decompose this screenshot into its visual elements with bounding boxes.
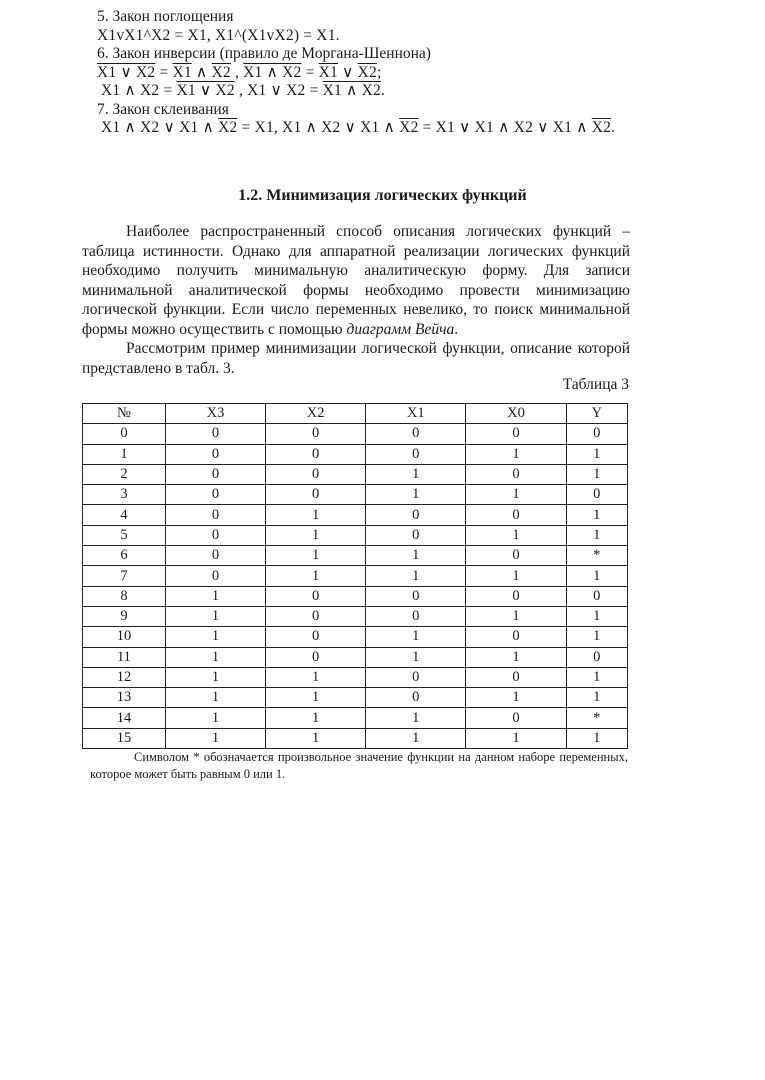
cell-y: 1 bbox=[566, 566, 627, 586]
cell-number: 7 bbox=[83, 566, 166, 586]
formula-segment: ; bbox=[376, 63, 382, 81]
header-x1: X1 bbox=[366, 404, 466, 424]
cell-y: 1 bbox=[566, 627, 627, 647]
cell-x0: 0 bbox=[466, 424, 566, 444]
cell-x3: 1 bbox=[165, 688, 265, 708]
formula-segment: , bbox=[234, 82, 248, 99]
cell-x0: 1 bbox=[466, 525, 566, 545]
footnote bbox=[90, 749, 628, 783]
absorption-law-formula: X1vX1^X2 = X1, X1^(X1vX2) = X1. bbox=[97, 26, 340, 44]
cell-x0: 0 bbox=[466, 667, 566, 687]
cell-x3: 1 bbox=[165, 647, 265, 667]
overlined-term: X1 bbox=[318, 63, 338, 81]
cell-x3: 0 bbox=[165, 424, 265, 444]
cell-x3: 1 bbox=[165, 667, 265, 687]
cell-y: 1 bbox=[566, 688, 627, 708]
section-title: 1.2. Минимизация логических функций bbox=[238, 187, 527, 204]
cell-y: * bbox=[566, 546, 627, 566]
header-number: № bbox=[83, 404, 166, 424]
table-row bbox=[83, 647, 628, 667]
cell-x1: 0 bbox=[366, 586, 466, 606]
header-x3: X3 bbox=[165, 404, 265, 424]
table-row bbox=[83, 424, 628, 444]
formula-segment: = X1 ∨ X1 ∧ X2 ∨ X1 ∧ bbox=[418, 119, 592, 136]
cell-number: 6 bbox=[83, 546, 166, 566]
table-row bbox=[83, 444, 628, 464]
cell-x2: 0 bbox=[266, 606, 366, 626]
cell-x0: 1 bbox=[466, 647, 566, 667]
cell-x0: 1 bbox=[466, 566, 566, 586]
cell-x3: 0 bbox=[165, 546, 265, 566]
table-row bbox=[83, 728, 628, 748]
formula-segment: = X1, X1 ∧ X2 ∨ X1 ∧ bbox=[237, 119, 400, 136]
paragraph-2 bbox=[82, 339, 630, 378]
cell-x1: 0 bbox=[366, 525, 466, 545]
inversion-law-formula-2 bbox=[97, 82, 717, 101]
paragraph-1-text: Наиболее распространенный способ описания логических функций – таблица истинности. Однако для аппаратной реализации логических функций необходимо получить минимальную аналитическую форму. Для записи минимальной аналитической формы необходимо провести минимизацию логической функции. Если число переменных невелико, то поиск минимальной формы можно осуществить с помощью bbox=[82, 223, 630, 338]
cell-x1: 0 bbox=[366, 505, 466, 525]
overlined-term: X2 bbox=[357, 63, 377, 81]
cell-x0: 0 bbox=[466, 627, 566, 647]
cell-x1: 1 bbox=[366, 728, 466, 748]
truth-table-body bbox=[83, 424, 628, 749]
cell-x2: 0 bbox=[266, 444, 366, 464]
cell-x3: 1 bbox=[165, 606, 265, 626]
cell-number: 10 bbox=[83, 627, 166, 647]
paragraph-1 bbox=[82, 222, 630, 340]
overlined-term: X2 bbox=[399, 119, 419, 136]
cell-x0: 0 bbox=[466, 505, 566, 525]
absorption-law-title: 5. Закон поглощения bbox=[97, 8, 234, 25]
cell-number: 12 bbox=[83, 667, 166, 687]
table-row bbox=[83, 566, 628, 586]
formula-segment: = bbox=[301, 63, 319, 81]
cell-x0: 0 bbox=[466, 546, 566, 566]
cell-y: 0 bbox=[566, 485, 627, 505]
cell-x1: 1 bbox=[366, 647, 466, 667]
cell-x0: 1 bbox=[466, 728, 566, 748]
cell-y: 1 bbox=[566, 464, 627, 484]
cell-x1: 0 bbox=[366, 667, 466, 687]
formula-segment: . bbox=[611, 119, 616, 136]
cell-number: 13 bbox=[83, 688, 166, 708]
cell-x1: 0 bbox=[366, 424, 466, 444]
cell-x1: 1 bbox=[366, 566, 466, 586]
table-header-row bbox=[83, 404, 628, 424]
table-row bbox=[83, 667, 628, 687]
table-row bbox=[83, 606, 628, 626]
table-row bbox=[83, 485, 628, 505]
cell-x2: 1 bbox=[266, 525, 366, 545]
cell-y: 1 bbox=[566, 505, 627, 525]
cell-x2: 1 bbox=[266, 546, 366, 566]
cell-x1: 1 bbox=[366, 546, 466, 566]
overlined-term: X1 bbox=[172, 63, 192, 81]
overlined-term: X1 ∨ X2 bbox=[97, 63, 156, 81]
cell-x2: 0 bbox=[266, 647, 366, 667]
cell-x3: 0 bbox=[165, 444, 265, 464]
cell-y: * bbox=[566, 708, 627, 728]
cell-number: 8 bbox=[83, 586, 166, 606]
cell-number: 5 bbox=[83, 525, 166, 545]
boolean-laws bbox=[97, 8, 717, 138]
formula-segment: ∧ bbox=[191, 63, 212, 81]
cell-x2: 1 bbox=[266, 708, 366, 728]
cell-x1: 0 bbox=[366, 688, 466, 708]
cell-x2: 0 bbox=[266, 464, 366, 484]
cell-x2: 1 bbox=[266, 667, 366, 687]
cell-x3: 0 bbox=[165, 566, 265, 586]
cell-x0: 1 bbox=[466, 485, 566, 505]
table-row bbox=[83, 688, 628, 708]
cell-number: 3 bbox=[83, 485, 166, 505]
cell-x0: 0 bbox=[466, 464, 566, 484]
cell-x2: 1 bbox=[266, 728, 366, 748]
cell-x0: 1 bbox=[466, 444, 566, 464]
cell-y: 0 bbox=[566, 424, 627, 444]
cell-x2: 1 bbox=[266, 688, 366, 708]
table-row bbox=[83, 708, 628, 728]
table-row bbox=[83, 464, 628, 484]
cell-x2: 1 bbox=[266, 566, 366, 586]
table-caption: Таблица 3 bbox=[562, 376, 629, 393]
inversion-law-formula-1 bbox=[97, 64, 717, 83]
cell-x1: 0 bbox=[366, 606, 466, 626]
cell-x2: 1 bbox=[266, 505, 366, 525]
table-row bbox=[83, 546, 628, 566]
truth-table bbox=[82, 403, 628, 749]
cell-x1: 1 bbox=[366, 708, 466, 728]
cell-number: 15 bbox=[83, 728, 166, 748]
cell-x2: 0 bbox=[266, 586, 366, 606]
overlined-term: X2 bbox=[211, 63, 231, 81]
formula-segment: ∨ bbox=[337, 63, 358, 81]
cell-number: 1 bbox=[83, 444, 166, 464]
cell-number: 2 bbox=[83, 464, 166, 484]
cell-x3: 1 bbox=[165, 728, 265, 748]
paragraph-1-end: . bbox=[454, 320, 459, 338]
footnote-text: Символом * обозначается произвольное значение функции на данном наборе переменных, которое может быть равным 0 или 1. bbox=[90, 750, 628, 781]
gluing-law-formula bbox=[97, 119, 717, 138]
cell-y: 0 bbox=[566, 586, 627, 606]
header-x0: X0 bbox=[466, 404, 566, 424]
formula-segment: X1 ∨ X2 = bbox=[247, 82, 323, 99]
table-row bbox=[83, 586, 628, 606]
formula-segment: X1 ∧ X2 = bbox=[101, 82, 177, 99]
cell-x0: 0 bbox=[466, 586, 566, 606]
inversion-law-title: 6. Закон инверсии (правило де Моргана-Шеннона) bbox=[97, 45, 431, 62]
cell-y: 1 bbox=[566, 525, 627, 545]
cell-x3: 0 bbox=[165, 505, 265, 525]
formula-segment: . bbox=[380, 82, 386, 99]
cell-x0: 1 bbox=[466, 688, 566, 708]
paragraph-2-text: Рассмотрим пример минимизации логической функции, описание которой представлено в табл. 3. bbox=[82, 340, 630, 377]
cell-x3: 0 bbox=[165, 464, 265, 484]
header-x2: X2 bbox=[266, 404, 366, 424]
cell-x3: 1 bbox=[165, 708, 265, 728]
paragraph-1-emphasis: диаграмм Вейча bbox=[346, 320, 455, 338]
cell-x0: 1 bbox=[466, 606, 566, 626]
cell-y: 1 bbox=[566, 606, 627, 626]
cell-y: 0 bbox=[566, 647, 627, 667]
formula-segment: , bbox=[230, 63, 244, 81]
cell-number: 9 bbox=[83, 606, 166, 626]
cell-number: 14 bbox=[83, 708, 166, 728]
cell-y: 1 bbox=[566, 444, 627, 464]
gluing-law-title: 7. Закон склеивания bbox=[97, 100, 229, 118]
cell-x3: 1 bbox=[165, 627, 265, 647]
overlined-term: X2 bbox=[591, 119, 612, 136]
header-y: Y bbox=[566, 404, 627, 424]
table-row bbox=[83, 627, 628, 647]
overlined-term: X2 bbox=[218, 119, 238, 136]
cell-x3: 1 bbox=[165, 586, 265, 606]
cell-number: 4 bbox=[83, 505, 166, 525]
cell-x2: 0 bbox=[266, 627, 366, 647]
cell-y: 1 bbox=[566, 728, 627, 748]
formula-segment: X1 ∧ X2 ∨ X1 ∧ bbox=[101, 119, 219, 136]
cell-x2: 0 bbox=[266, 424, 366, 444]
cell-x1: 1 bbox=[366, 485, 466, 505]
cell-number: 0 bbox=[83, 424, 166, 444]
cell-x3: 0 bbox=[165, 525, 265, 545]
table-row bbox=[83, 505, 628, 525]
table-row bbox=[83, 525, 628, 545]
cell-x1: 1 bbox=[366, 464, 466, 484]
cell-y: 1 bbox=[566, 667, 627, 687]
formula-segment: = bbox=[155, 63, 173, 81]
cell-x3: 0 bbox=[165, 485, 265, 505]
cell-number: 11 bbox=[83, 647, 166, 667]
cell-x1: 1 bbox=[366, 627, 466, 647]
overlined-term: X1 ∧ X2 bbox=[322, 82, 381, 99]
cell-x0: 0 bbox=[466, 708, 566, 728]
cell-x1: 0 bbox=[366, 444, 466, 464]
cell-x2: 0 bbox=[266, 485, 366, 505]
overlined-term: X1 ∨ X2 bbox=[176, 82, 235, 99]
overlined-term: X1 ∧ X2 bbox=[243, 63, 302, 81]
